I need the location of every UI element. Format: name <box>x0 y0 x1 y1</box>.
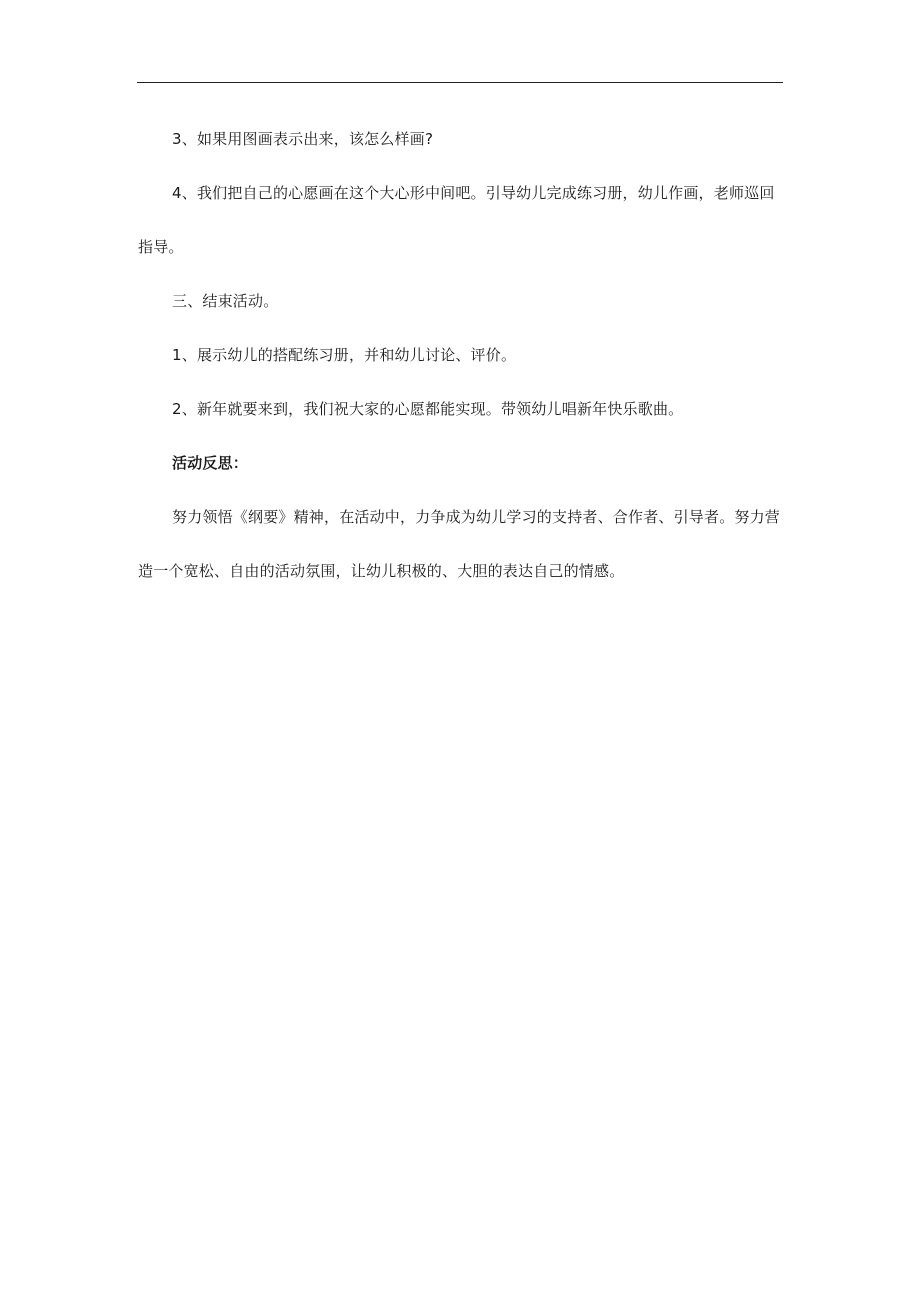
document-body <box>138 112 784 598</box>
paragraph-step-3: 3、如果用图画表示出来，该怎么样画? <box>172 130 434 148</box>
paragraph-end-step-1: 1、展示幼儿的搭配练习册，并和幼儿讨论、评价。 <box>172 346 517 364</box>
paragraph-step-4: 4、我们把自己的心愿画在这个大心形中间吧。引导幼儿完成练习册，幼儿作画，老师巡回指导。 <box>138 184 775 256</box>
header-divider <box>137 82 783 83</box>
reflection-paragraph: 努力领悟《纲要》精神，在活动中，力争成为幼儿学习的支持者、合作者、引导者。努力营造一个宽松、自由的活动氛围，让幼儿积极的、大胆的表达自己的情感。 <box>138 508 781 580</box>
paragraph-end-step-2: 2、新年就要来到，我们祝大家的心愿都能实现。带领幼儿唱新年快乐歌曲。 <box>172 400 684 418</box>
reflection-heading: 活动反思： <box>172 454 249 472</box>
section-heading-end-activity: 三、结束活动。 <box>172 292 279 310</box>
